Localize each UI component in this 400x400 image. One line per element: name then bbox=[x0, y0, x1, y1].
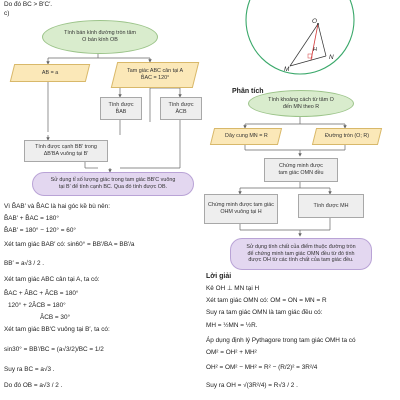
text-line-8: 120° + 2ÂCB = 180° bbox=[8, 302, 66, 309]
text-line-13: Do đó OB = a√3 / 2 . bbox=[4, 382, 63, 389]
text-line-6: Xét tam giác ABC cân tại A, ta có: bbox=[4, 276, 100, 283]
proof-node-equilateral: Chứng minh được tam giác OMN đều bbox=[264, 158, 338, 182]
text-line-4: Xét tam giác BAB′ có: sin60° = BB′/BA = BB′/a bbox=[4, 241, 135, 248]
given-node-mn bbox=[210, 128, 282, 145]
solution-line-6: OM² = OH² + MH² bbox=[206, 349, 257, 356]
label-m: M bbox=[284, 66, 290, 73]
solution-line-4: MH = ½MN = ½R. bbox=[206, 322, 258, 329]
solution-line-7: OH² = OM² − MH² = R² − (R/2)² = 3R²/4 bbox=[206, 364, 318, 371]
previous-conclusion: Do đó BC > B′C′. bbox=[4, 1, 53, 8]
right-goal-node: Tính khoảng cách từ tâm O đến MN theo R bbox=[248, 90, 354, 117]
strategy-node: Sử dụng tỉ số lượng giác trong tam giác BB′C vuông tại B′ để tính cạnh BC. Qua đó tính được OB. bbox=[32, 172, 194, 196]
solution-line-8: Suy ra OH = √(3R²/4) = R√3 / 2 . bbox=[206, 382, 298, 389]
text-line-2: B̂AB′ + B̂AC = 180° bbox=[4, 215, 59, 222]
calc-node-mh: Tính được MH bbox=[298, 194, 364, 218]
given-node-triangle bbox=[111, 62, 199, 88]
given-node-mn-text: Dây cung MN = R bbox=[224, 133, 268, 140]
given-node-ab-text: AB = a bbox=[41, 69, 59, 76]
right-strategy-node: Sử dụng tính chất của điểm thuộc đường tròn để chứng minh tam giác OMN đều từ đó tính được OH từ các tính chất của tam giác đều. bbox=[230, 238, 372, 270]
given-node-circle-text: Đường tròn (O; R) bbox=[325, 133, 369, 140]
text-line-9: ÂCB = 30° bbox=[40, 314, 71, 321]
calc-node-bb: Tính được cạnh BB′ trong ΔB′BA vuông tại B′ bbox=[24, 140, 108, 162]
text-line-5: BB′ = a√3 / 2 . bbox=[4, 260, 45, 267]
label-n: N bbox=[329, 54, 334, 61]
solution-line-5: Áp dụng định lý Pythagore trong tam giác OMH ta có bbox=[206, 337, 356, 344]
text-line-10: Xét tam giác BB′C vuông tại B′, ta có: bbox=[4, 326, 110, 333]
label-h: H bbox=[313, 47, 318, 53]
text-line-12: Suy ra BC = a√3 . bbox=[4, 366, 55, 373]
analysis-heading: Phân tích bbox=[232, 88, 264, 95]
text-line-1: Vì B̂AB′ và B̂AC là hai góc kề bù nên: bbox=[4, 203, 110, 210]
item-label-c: c) bbox=[4, 10, 10, 17]
proof-node-ohm: Chứng minh được tam giác OHM vuông tại H bbox=[204, 194, 278, 224]
solution-line-1: Kẻ OH ⊥ MN tại H bbox=[206, 285, 260, 292]
solution-heading: Lời giải bbox=[206, 273, 232, 280]
label-o: O bbox=[312, 18, 317, 25]
text-line-7: B̂AC + ÂBC + ÂCB = 180° bbox=[4, 290, 79, 297]
circle-figure bbox=[246, 0, 354, 74]
goal-node: Tính bán kính đường tròn tâm O bán kính OB bbox=[42, 20, 158, 54]
given-node-ab bbox=[10, 64, 90, 82]
given-node-circle bbox=[312, 128, 382, 145]
calc-node-bab: Tính được B̂AB bbox=[100, 97, 142, 120]
text-line-11: sin30° = BB′/BC = (a√3/2)/BC = 1/2 bbox=[4, 346, 104, 353]
calc-node-acb: Tính được ÂCB bbox=[160, 97, 202, 120]
solution-line-2: Xét tam giác OMN có: OM = ON = MN = R bbox=[206, 297, 327, 304]
solution-line-3: Suy ra tam giác OMN là tam giác đều có: bbox=[206, 309, 323, 316]
given-node-triangle-text: Tam giác ABC cân tại A B̂AC = 120° bbox=[126, 68, 184, 81]
text-line-3: B̂AB′ = 180° − 120° = 60° bbox=[4, 227, 76, 234]
